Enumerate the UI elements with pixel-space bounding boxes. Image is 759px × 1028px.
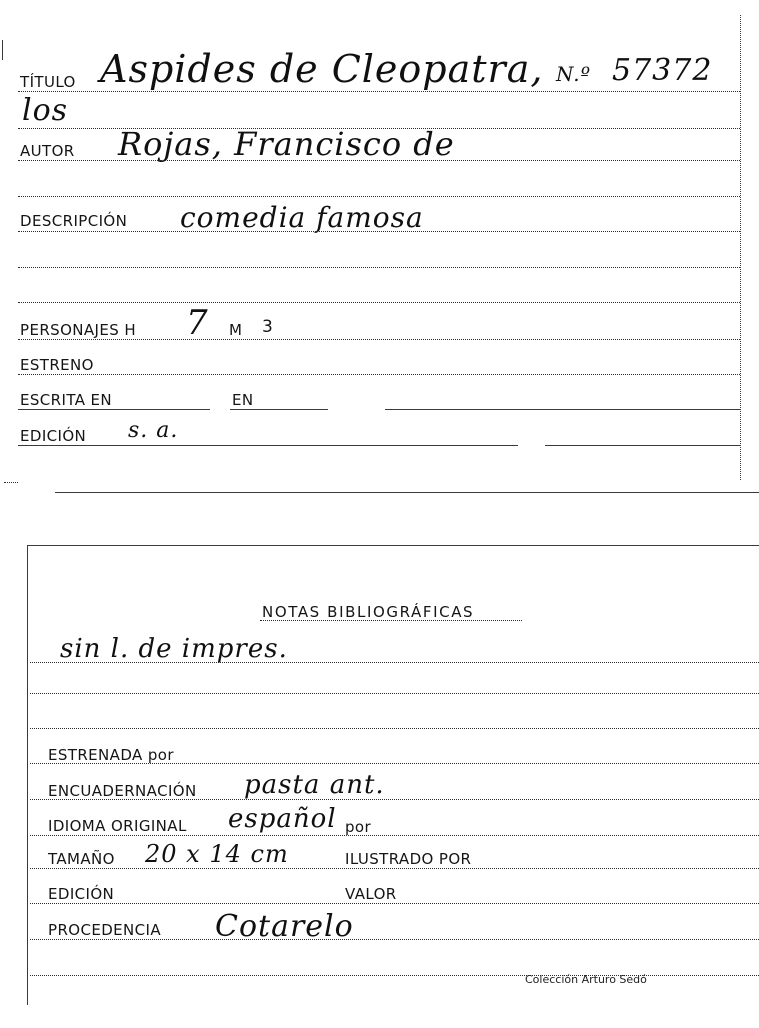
estrenada-line [30, 763, 759, 764]
tamano-value: 20 x 14 cm [145, 840, 289, 868]
autor-label: AUTOR [20, 142, 75, 160]
card-back-left-edge [27, 545, 28, 1005]
idioma-por-label: por [345, 818, 372, 836]
estreno-label: ESTRENO [20, 356, 94, 374]
edicion-back-line [30, 903, 759, 904]
tamano-line [30, 868, 759, 869]
personajes-h-value: 7 [186, 303, 209, 343]
escrita-line-b [230, 409, 328, 410]
edicion-back-label: EDICIÓN [48, 885, 115, 903]
estrenada-label: ESTRENADA por [48, 746, 174, 764]
titulo-line [18, 91, 740, 92]
card-front-bottom-edge [55, 492, 759, 493]
encuadernacion-label: ENCUADERNACIÓN [48, 782, 197, 800]
edicion-value: s. a. [128, 418, 179, 443]
card-front-left-edge [2, 40, 3, 60]
descripcion-line [18, 231, 740, 232]
titulo-label: TÍTULO [20, 73, 76, 91]
edicion-line-a [18, 445, 518, 446]
titulo-value: Aspides de Cleopatra, [100, 47, 544, 91]
estreno-line [18, 374, 740, 375]
escrita-line-c [385, 409, 740, 410]
card-back-bottom-line [30, 975, 759, 976]
personajes-m-value: 3 [262, 317, 274, 337]
encuadernacion-line [30, 799, 759, 800]
card-front-right-edge [740, 15, 741, 480]
footer-collection: Colección Arturo Sedó [525, 973, 647, 986]
descripcion-label: DESCRIPCIÓN [20, 212, 128, 230]
idioma-line [30, 835, 759, 836]
descripcion-line-3 [18, 302, 740, 303]
edicion-line-b [545, 445, 740, 446]
card-back-top-edge [28, 545, 759, 546]
tamano-label: TAMAÑO [48, 850, 115, 868]
card-front-blank-line [4, 482, 18, 483]
ilustrado-label: ILUSTRADO POR [345, 850, 472, 868]
personajes-label: PERSONAJES H [20, 321, 137, 339]
notas-line-3 [30, 728, 759, 729]
notas-underline [260, 620, 522, 621]
procedencia-line [30, 939, 759, 940]
notas-line [30, 662, 759, 663]
personajes-line [18, 339, 740, 340]
notas-line-2 [30, 693, 759, 694]
escrita-en-label: EN [232, 391, 254, 409]
descripcion-line-2 [18, 267, 740, 268]
personajes-m-label: M [229, 321, 243, 339]
numero-value: 57372 [612, 53, 713, 88]
escrita-label: ESCRITA EN [20, 391, 113, 409]
escrita-line-a [18, 409, 210, 410]
notas-label: NOTAS BIBLIOGRÁFICAS [262, 603, 475, 621]
valor-label: VALOR [345, 885, 397, 903]
idioma-label: IDIOMA ORIGINAL [48, 817, 187, 835]
autor-line-2 [18, 196, 740, 197]
procedencia-label: PROCEDENCIA [48, 921, 162, 939]
autor-value: Rojas, Francisco de [118, 125, 455, 163]
idioma-value: español [228, 804, 337, 834]
titulo-continuation: los [22, 93, 69, 128]
autor-line [18, 160, 740, 161]
procedencia-value: Cotarelo [215, 909, 354, 944]
descripcion-value: comedia famosa [180, 201, 424, 234]
notas-value: sin l. de impres. [60, 634, 288, 664]
edicion-label: EDICIÓN [20, 427, 87, 445]
encuadernacion-value: pasta ant. [244, 770, 385, 800]
numero-label: N.º [556, 62, 591, 86]
